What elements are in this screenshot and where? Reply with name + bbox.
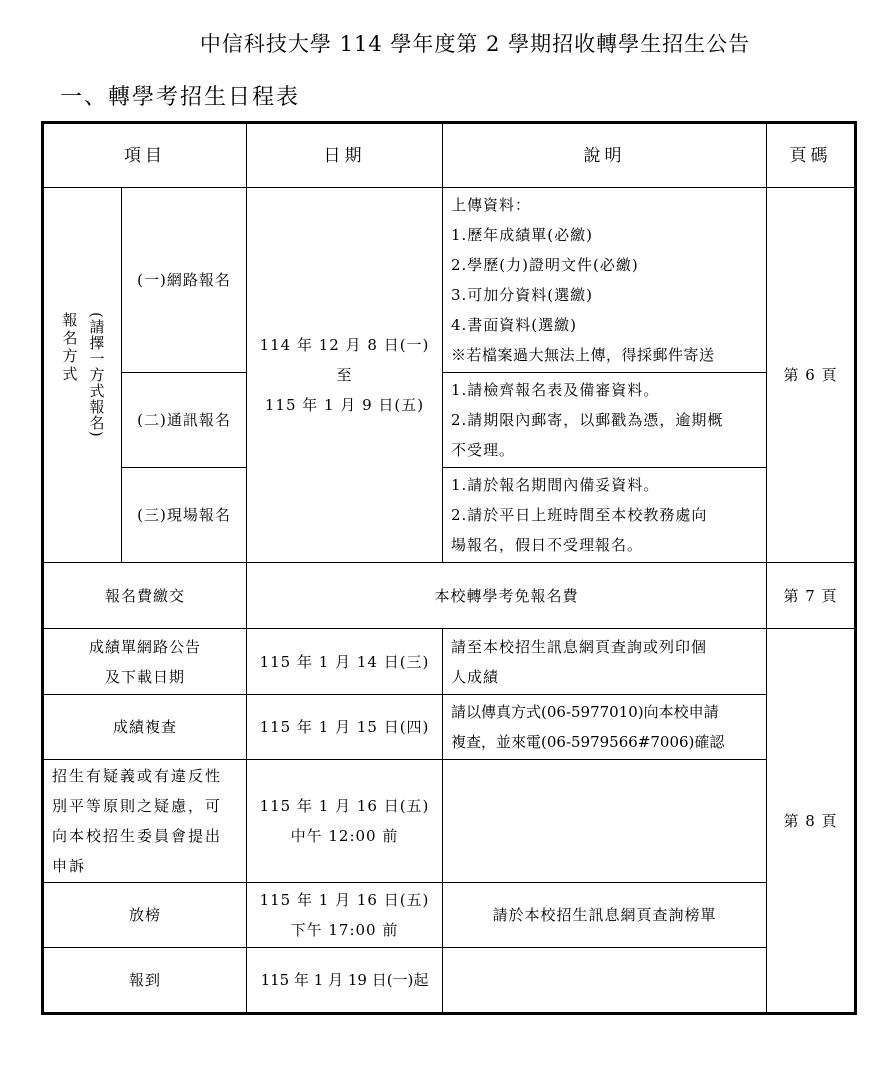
release-item: 放榜 [43,883,247,948]
desc-line: 2.請期限內郵寄，以郵戳為憑，逾期概 [451,411,724,429]
reg-onsite: (三)現場報名 [122,468,247,563]
section-heading: 一、轉學考招生日程表 [60,85,301,110]
header-desc: 說明 [443,123,767,188]
date-line: 115 年 1 月 16 日(五) [259,891,430,909]
reg-method-cell [43,188,122,563]
reg-page: 第 6 頁 [767,188,856,563]
score-announce-date: 115 年 1 月 14 日(三) [247,629,443,695]
desc-line: 3.可加分資料(選繳) [451,286,594,304]
desc-line: 場報名，假日不受理報名。 [451,536,644,554]
desc-line: 2.請於平日上班時間至本校教務處向 [451,506,708,524]
desc-line: 1.歷年成績單(必繳) [451,226,594,244]
header-row [43,123,856,188]
score-announce-desc [443,629,767,695]
item-line: 申訴 [52,857,87,875]
review-desc [443,695,767,760]
item-line: 別平等原則之疑慮，可 [52,797,223,815]
header-date: 日期 [247,123,443,188]
reg-onsite-desc [443,468,767,563]
table-row [43,948,856,1014]
desc-line: 1.請於報名期間內備妥資料。 [451,476,660,494]
desc-line: 4.書面資料(選繳) [451,316,578,334]
header-item: 項目 [43,123,247,188]
page-8: 第 8 頁 [767,629,856,1014]
table-row [43,760,856,883]
enroll-desc [443,948,767,1014]
table-row [43,563,856,629]
item-line: 向本校招生委員會提出 [52,827,223,845]
reg-online-desc [443,188,767,373]
desc-line: 2.學歷(力)證明文件(必繳) [451,256,639,274]
appeal-date [247,760,443,883]
score-announce-item [43,629,247,695]
date-line: 下午 17:00 前 [290,921,399,939]
reg-method-label: 報名方式 [60,312,79,385]
desc-line: 人成績 [451,667,500,686]
reg-date-cell [247,188,443,563]
desc-line: 1.請檢齊報名表及備審資料。 [451,381,660,399]
table-row [43,695,856,760]
fee-desc: 本校轉學考免報名費 [247,563,767,629]
date-line: 115 年 1 月 16 日(五) [259,797,430,815]
enroll-item: 報到 [43,948,247,1014]
item-line: 成績單網路公告 [88,637,201,656]
reg-method-note: (請擇一方式報名) [87,312,106,438]
reg-date-start: 114 年 12 月 8 日(一) [259,336,430,354]
table-row [43,188,856,373]
fee-page: 第 7 頁 [767,563,856,629]
desc-line: 請以傳真方式(06-5977010)向本校申請 [451,703,719,721]
table-row [43,373,856,468]
document-title: 中信科技大學 114 學年度第 2 學期招收轉學生招生公告 [199,32,751,56]
table-row [43,883,856,948]
item-line: 招生有疑義或有違反性 [52,767,223,785]
reg-date-end: 115 年 1 月 9 日(五) [264,396,425,414]
desc-line: 上傳資料： [451,196,532,214]
table-row [43,629,856,695]
review-date: 115 年 1 月 15 日(四) [247,695,443,760]
appeal-item [43,760,247,883]
schedule-table [41,121,857,1015]
release-desc: 請於本校招生訊息網頁查詢榜單 [443,883,767,948]
fee-item: 報名費繳交 [43,563,247,629]
desc-line: 複查，並來電(06-5979566#7006)確認 [451,733,725,751]
release-date [247,883,443,948]
desc-line: ※若檔案過大無法上傳，得採郵件寄送 [451,346,715,364]
desc-line: 不受理。 [451,441,516,459]
reg-date-to: 至 [336,366,353,384]
header-page: 頁碼 [767,123,856,188]
enroll-date: 115 年 1 月 19 日(一)起 [247,948,443,1014]
item-line: 及下載日期 [104,667,185,686]
date-line: 中午 12:00 前 [290,827,399,845]
reg-mail: (二)通訊報名 [122,373,247,468]
table-row [43,468,856,563]
appeal-desc [443,760,767,883]
reg-mail-desc [443,373,767,468]
review-item: 成績複查 [43,695,247,760]
reg-online: (一)網路報名 [122,188,247,373]
desc-line: 請至本校招生訊息網頁查詢或列印個 [451,637,708,656]
